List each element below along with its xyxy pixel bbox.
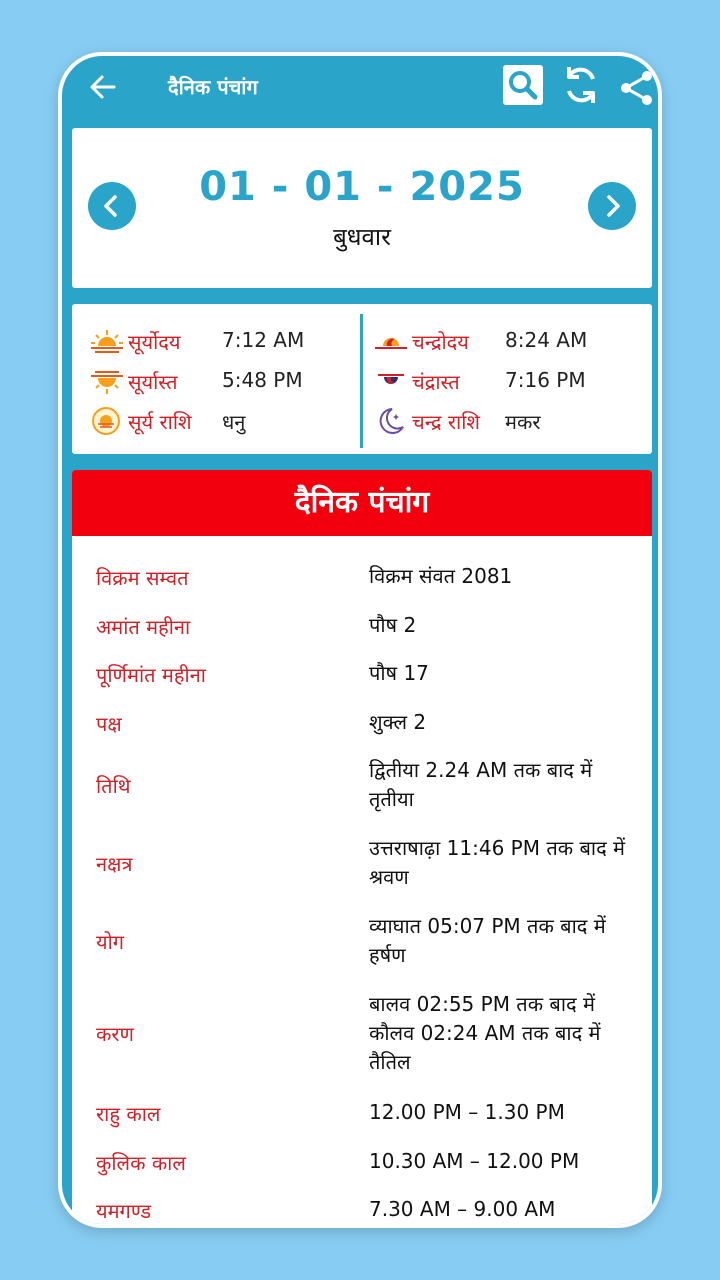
panchang-card xyxy=(72,470,652,1228)
row-value: विक्रम संवत 2081 xyxy=(369,564,513,588)
row-value: 7.30 AM – 9.00 AM xyxy=(369,1197,556,1221)
row-value: बालव 02:55 PM तक बाद में कौलव 02:24 AM तक बाद में तैतिल xyxy=(369,992,601,1074)
sun-sign-label: सूर्य राशि xyxy=(128,410,192,434)
phone-frame xyxy=(58,52,662,1228)
sunset-icon xyxy=(90,366,124,396)
moonrise-label: चन्द्रोदय xyxy=(412,330,469,354)
row-value: 12.00 PM – 1.30 PM xyxy=(369,1100,565,1124)
moonset-label: चंद्रास्त xyxy=(412,370,460,394)
row-key: यमगण्ड xyxy=(96,1199,152,1223)
selected-date: 01 - 01 - 2025 xyxy=(199,164,525,210)
row-key: नक्षत्र xyxy=(96,852,133,876)
row-value: द्वितीया 2.24 AM तक बाद में तृतीया xyxy=(369,758,593,811)
sun-sign-row xyxy=(90,406,350,436)
table-row xyxy=(72,1195,652,1225)
moonrise-row xyxy=(374,326,644,356)
next-day-button[interactable] xyxy=(588,182,636,230)
row-value: व्याघात 05:07 PM तक बाद में हर्षण xyxy=(369,914,606,967)
chevron-right-icon xyxy=(588,182,636,230)
table-row xyxy=(72,990,652,1080)
row-value: पौष 17 xyxy=(369,661,429,685)
row-value: पौष 2 xyxy=(369,613,417,637)
sunrise-time: 7:12 AM xyxy=(222,328,305,352)
row-value: शुक्ल 2 xyxy=(369,710,427,734)
table-row xyxy=(72,659,652,689)
sunrise-label: सूर्योदय xyxy=(128,330,181,354)
row-value: उत्तराषाढ़ा 11:46 PM तक बाद में श्रवण xyxy=(369,836,626,889)
sun-moon-card xyxy=(72,304,652,454)
row-key: विक्रम सम्वत xyxy=(96,566,189,590)
moon-sign-label: चन्द्र राशि xyxy=(412,410,480,434)
table-row xyxy=(72,912,652,972)
row-key: राहु काल xyxy=(96,1102,161,1126)
column-divider xyxy=(360,314,363,448)
app-title: दैनिक पंचांग xyxy=(168,75,258,99)
row-key: अमांत महीना xyxy=(96,615,191,639)
refresh-icon[interactable] xyxy=(560,62,602,108)
back-arrow-icon[interactable] xyxy=(86,70,120,104)
row-value: 10.30 AM – 12.00 PM xyxy=(369,1149,580,1173)
row-key: करण xyxy=(96,1022,134,1046)
moon-sign-value: मकर xyxy=(505,410,541,434)
search-icon[interactable] xyxy=(503,65,543,105)
app-bar xyxy=(62,56,658,120)
moonset-row xyxy=(374,366,644,396)
sunset-time: 5:48 PM xyxy=(222,368,303,392)
table-row xyxy=(72,1147,652,1177)
row-key: योग xyxy=(96,930,125,954)
table-row xyxy=(72,756,652,816)
moon-sign-icon xyxy=(374,406,408,436)
weekday: बुधवार xyxy=(333,223,391,251)
row-key: तिथि xyxy=(96,774,131,798)
row-key: पक्ष xyxy=(96,712,122,736)
sunset-row xyxy=(90,366,350,396)
sunrise-row xyxy=(90,326,350,356)
moonset-time: 7:16 PM xyxy=(505,368,586,392)
panchang-header: दैनिक पंचांग xyxy=(72,470,652,536)
moonrise-icon xyxy=(374,326,408,356)
sun-sign-icon xyxy=(90,406,124,436)
date-card xyxy=(72,128,652,288)
sunrise-icon xyxy=(90,326,124,356)
sun-sign-value: धनु xyxy=(222,410,246,434)
moonrise-time: 8:24 AM xyxy=(505,328,588,352)
share-icon[interactable] xyxy=(618,68,656,108)
table-row xyxy=(72,611,652,641)
table-row xyxy=(72,708,652,738)
row-key: पूर्णिमांत महीना xyxy=(96,663,206,687)
sunset-label: सूर्यास्त xyxy=(128,370,178,394)
table-row xyxy=(72,834,652,894)
row-key: कुलिक काल xyxy=(96,1151,186,1175)
moon-sign-row xyxy=(374,406,644,436)
table-row xyxy=(72,562,652,592)
moonset-icon xyxy=(374,366,408,396)
table-row xyxy=(72,1098,652,1128)
